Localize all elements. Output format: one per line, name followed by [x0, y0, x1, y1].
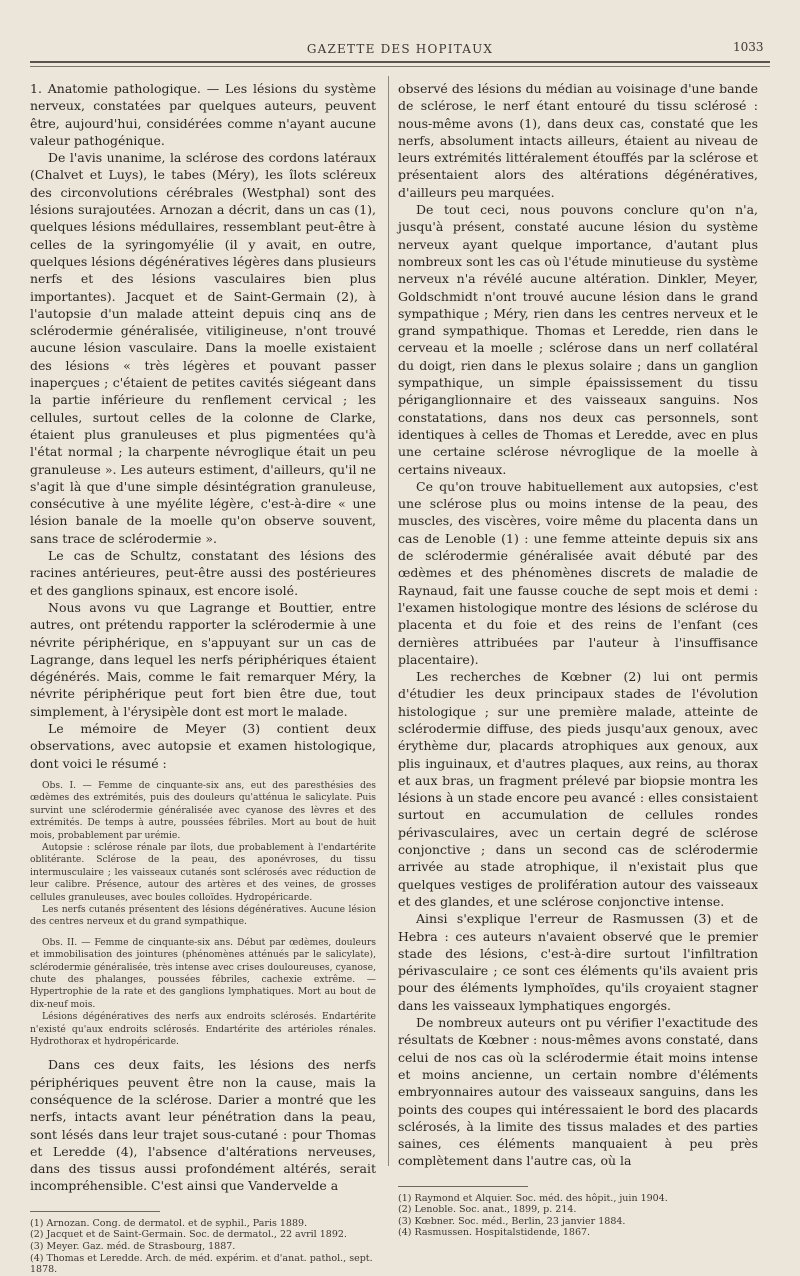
- header-rule-thick: [30, 61, 770, 63]
- paragraph: 1. Anatomie pathologique. — Les lésions du système nerveux, constatées par quelques auteurs, peuvent être, aujourd'hui, considérées comme n'ayant aucune valeur pathogénique.: [30, 81, 376, 148]
- paragraph: Le cas de Schultz, constatant des lésions des racines antérieures, peut-être aussi des postérieures et des ganglions spinaux, est encore isolé.: [30, 548, 376, 598]
- paragraph: De nombreux auteurs ont pu vérifier l'exactitude des résultats de Kœbner : nous-mêmes avons constaté, dans celui de nos cas où la sclérodermie était moins intense et moins ancienne, un certain nombre d'éléments embryonnaires autour des vaisseaux sanguins, dans les points des coupes qui intéressaient le bord des placards sclérosés, à la limite des tissus malades et des parties saines, ces éléments manquaient à peu près complètement dans l'autre cas, où la: [398, 1015, 758, 1169]
- paragraph: Nous avons vu que Lagrange et Bouttier, entre autres, ont prétendu rapporter la sclérodermie à une névrite périphérique, en s'appuyant sur un cas de Lagrange, dans lequel les nerfs périphériques étaient dégénérés. Mais, comme le fait remarquer Méry, la névrite périphérique peut fort bien être due, tout simplement, à l'érysipèle dont est mort le malade.: [30, 599, 376, 719]
- paragraph: De tout ceci, nous pouvons conclure qu'on n'a, jusqu'à présent, constaté aucune lésion du système nerveux ayant quelque importance, d'autant plus nombreux sont les cas où l'étude minutieuse du système nerveux n'a révélé aucune altération. Dinkler, Meyer, Goldschmidt n'ont trouvé aucune lésion dans le grand sympathique ; Méry, rien dans les centres nerveux et le grand sympathique. Thomas et Leredde, rien dans le cerveau et la moelle ; sclérose dans un nerf collatéral du doigt, rien dans le plexus solaire ; dans un ganglion sympathique, un simple épaississement du tissu périganglionnaire et des vaisseaux sanguins. Nos constatations, dans nos deux cas personnels, sont identiques à celles de Thomas et Leredde, avec en plus une certaine sclérose névroglique de la moelle à certains niveaux.: [398, 202, 758, 477]
- running-head: [0, 0, 800, 64]
- paragraph: Le mémoire de Meyer (3) contient deux observations, avec autopsie et examen histologique, dont voici le résumé :: [30, 720, 376, 771]
- running-title: GAZETTE DES HOPITAUX: [306, 42, 494, 56]
- footnote: (4) Rasmussen. Hospitalstidende, 1867.: [398, 1227, 591, 1239]
- paragraph: observé des lésions du médian au voisinage d'une bande de sclérose, le nerf étant entouré du tissu sclérosé : nous-même avons (1), dans deux cas, constaté que les nerfs, absolument intacts ailleurs, étaient au niveau de leurs extrémités littéralement étouffés par la sclérose et présentaient alors des altérations dégénératives, d'ailleurs peu marquées.: [398, 81, 758, 200]
- footnote: (2) Jacquet et de Saint-Germain. Soc. de dermatol., 22 avril 1892.: [30, 1229, 347, 1241]
- paragraph: De l'avis unanime, la sclérose des cordons latéraux (Chalvet et Luys), le tabes (Méry), les îlots scléreux des circonvolutions cérébrales (Westphal) sont des lésions surajoutées. Arnozan a décrit, dans un cas (1), quelques lésions médullaires, ressemblant peut-être à celles de la syringomyélie (il y avait, en outre, quelques lésions dégénératives légères dans plusieurs nerfs et des lésions vasculaires bien plus importantes). Jacquet et de Saint-Germain (2), à l'autopsie d'un malade atteint depuis cinq ans de sclérodermie généralisée, vitiligineuse, n'ont trouvé aucune lésion vasculaire. Dans la moelle existaient des lésions « très légères et pouvant passer inaperçues ; c'étaient de petites cavités siégeant dans la partie inférieure du renflement cervical ; les cellules, surtout celles de la colonne de Clarke, étaient plus granuleuses et plus pigmentées qu'à l'état normal ; la charpente névroglique était un peu granuleuse ». Les auteurs estiment, d'ailleurs, qu'il ne s'agit là que d'une simple désintégration granuleuse, consécutive à une myélite légère, c'est-à-dire « une lésion banale de la moelle qu'on observe souvent, sans trace de sclérodermie ».: [30, 150, 376, 546]
- observation-text: Obs. II. — Femme de cinquante-six ans. Début par œdèmes, douleurs et immobilisation des jointures (phénomènes atténués par le salicylate), sclérodermie généralisée, très intense avec crises douloureuses, cyanose, chute des phalanges, poussées fébriles, cachexie extrême. — Hypertrophie de la rate et des ganglions lymphatiques. Mort au bout de dix-neuf mois.: [30, 936, 376, 1010]
- paragraph: Ce qu'on trouve habituellement aux autopsies, c'est une sclérose plus ou moins intense de la peau, des muscles, des viscères, voire même du placenta dans un cas de Lenoble (1) : une femme atteinte depuis six ans de sclérodermie généralisée avait débuté par des œdèmes et des phénomènes discrets de maladie de Raynaud, fait une fausse couche de sept mois et demi : l'examen histologique montre des lésions de sclérose du placenta et du foie et des reins de l'enfant (ces dernières attribuées par l'auteur à l'insuffisance placentaire).: [398, 478, 758, 667]
- observations-block: [30, 780, 376, 1049]
- footnote-rule: [30, 1211, 160, 1212]
- observation-text: Les nerfs cutanés présentent des lésions dégénératives. Aucune lésion des centres nerveux et du grand sympathique.: [30, 903, 376, 928]
- paragraph: Dans ces deux faits, les lésions des nerfs périphériques peuvent être non la cause, mais la conséquence de la sclérose. Darier a montré que les nerfs, intacts avant leur pénétration dans la peau, sont lésés dans leur trajet sous-cutané : pour Thomas et Leredde (4), l'absence d'altérations nerveuses, dans des tissus aussi profondément altérés, serait incompréhensible. C'est ainsi que Vandervelde a: [30, 1057, 376, 1194]
- footnote: (1) Arnozan. Cong. de dermatol. et de syphil., Paris 1889.: [30, 1217, 308, 1229]
- footnotes: [30, 1218, 376, 1276]
- footnote: (2) Lenoble. Soc. anat., 1899, p. 214.: [398, 1204, 577, 1216]
- page-number: 1033: [733, 40, 764, 54]
- paragraph: Ainsi s'explique l'erreur de Rasmussen (3) et de Hebra : ces auteurs n'avaient observé que le premier stade des lésions, c'est-à-dire surtout l'infiltration périvasculaire ; ce sont ces éléments qu'ils avaient pris pour des éléments lymphoïdes, qu'ils croyaient stagner dans les vaisseaux lymphatiques engorgés.: [398, 911, 758, 1013]
- right-column: [398, 80, 758, 1239]
- left-column: [30, 80, 376, 1276]
- footnote: (3) Kœbner. Soc. méd., Berlin, 23 janvier 1884.: [398, 1215, 626, 1227]
- observation-text: Obs. I. — Femme de cinquante-six ans, eut des paresthésies des œdèmes des extrémités, puis des douleurs qu'atténua le salicylate. Puis survint une sclérodermie généralisée avec cyanose des lèvres et des extrémités. De temps à autre, poussées fébriles. Mort au bout de huit mois, probablement par urémie.: [30, 779, 376, 841]
- footnotes: [398, 1193, 758, 1239]
- observation-text: Autopsie : sclérose rénale par îlots, due probablement à l'endartérite oblitérante. Sclérose de la peau, des aponévroses, du tissu intermusculaire ; les vaisseaux cutanés sont sclérosés avec réduction de leur calibre. Présence, autour des artères et des veines, de grosses cellules granuleuses, avec boules colloïdes. Hydropéricarde.: [30, 841, 376, 903]
- footnote: (4) Thomas et Leredde. Arch. de méd. expérim. et d'anat. pathol., sept. 1878.: [30, 1252, 373, 1276]
- footnote-rule: [398, 1186, 528, 1187]
- footnote: (3) Meyer. Gaz. méd. de Strasbourg, 1887.: [30, 1240, 236, 1252]
- header-rule-thin: [30, 66, 770, 67]
- column-divider: [388, 76, 389, 1166]
- paragraph: Les recherches de Kœbner (2) lui ont permis d'étudier les deux principaux stades de l'évolution histologique ; sur une première malade, atteinte de sclérodermie diffuse, des pieds jusqu'aux genoux, avec érythème dur, placards atrophiques aux genoux, aux plis inguinaux, et d'autres plaques, aux reins, au thorax et aux bras, un fragment prélevé par biopsie montra les lésions à un stade encore peu avancé : elles consistaient surtout en accumulation de cellules rondes périvasculaires, avec un certain degré de sclérose conjonctive ; dans un second cas de sclérodermie arrivée au stade atrophique, il n'existait plus que quelques vestiges de prolifération autour des vaisseaux et des glandes, et une sclérose conjonctive intense.: [398, 669, 758, 909]
- footnote: (1) Raymond et Alquier. Soc. méd. des hôpit., juin 1904.: [398, 1192, 668, 1204]
- observation-text: Lésions dégénératives des nerfs aux endroits sclérosés. Endartérite n'existé qu'aux endroits sclérosés. Endartérite des artérioles rénales. Hydrothorax et hydropéricarde.: [30, 1011, 376, 1047]
